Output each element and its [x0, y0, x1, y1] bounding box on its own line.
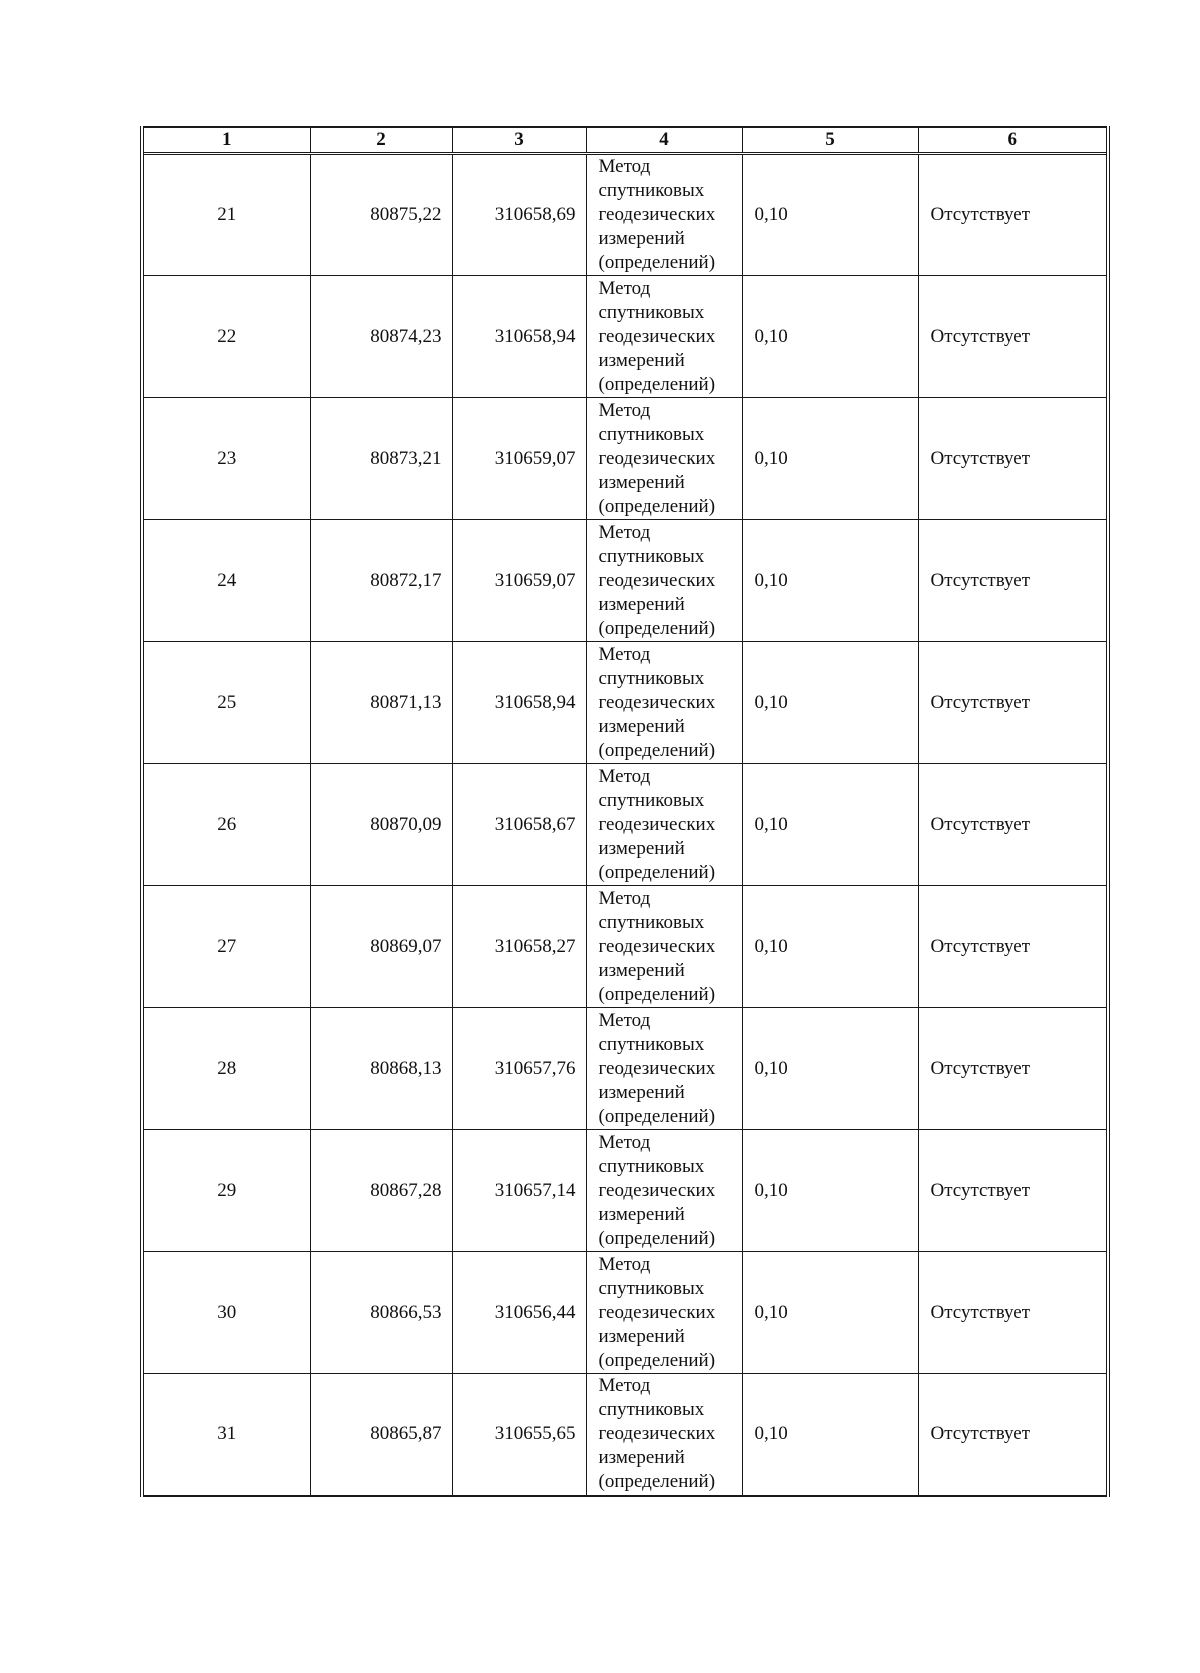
description-cell: Отсутствует — [918, 1374, 1108, 1496]
table-row — [142, 1252, 1108, 1374]
method-line: измерений — [598, 1081, 685, 1103]
method-line: спутниковых — [598, 1399, 705, 1421]
method-cell — [586, 886, 742, 1008]
method-line: измерений — [598, 959, 685, 981]
coordinate-y-cell: 310659,07 — [452, 520, 586, 642]
method-line: Метод — [598, 1253, 651, 1275]
coordinate-x-cell: 80867,28 — [310, 1130, 452, 1252]
method-line: (определений) — [598, 617, 716, 639]
description-cell: Отсутствует — [918, 1252, 1108, 1374]
coordinate-y-cell: 310658,67 — [452, 764, 586, 886]
accuracy-cell: 0,10 — [742, 1252, 918, 1374]
column-header-1: 1 — [142, 127, 310, 154]
table-body — [142, 154, 1108, 1496]
method-line: Метод — [598, 1131, 651, 1153]
table-row — [142, 398, 1108, 520]
accuracy-cell: 0,10 — [742, 886, 918, 1008]
table-row — [142, 1008, 1108, 1130]
column-header-4: 4 — [586, 127, 742, 154]
method-cell — [586, 1130, 742, 1252]
table-row — [142, 520, 1108, 642]
table-row — [142, 154, 1108, 276]
method-cell — [586, 764, 742, 886]
method-line: спутниковых — [598, 180, 705, 201]
method-line: (определений) — [598, 1349, 716, 1371]
method-line: Метод — [598, 399, 651, 421]
accuracy-cell: 0,10 — [742, 398, 918, 520]
point-number-cell: 27 — [142, 886, 310, 1008]
point-number-cell: 23 — [142, 398, 310, 520]
description-cell: Отсутствует — [918, 520, 1108, 642]
method-line: спутниковых — [598, 667, 705, 689]
method-line: спутниковых — [598, 1033, 705, 1055]
method-line: Метод — [598, 521, 651, 543]
table-row — [142, 1374, 1108, 1496]
method-cell — [586, 398, 742, 520]
table-row — [142, 1130, 1108, 1252]
coordinate-x-cell: 80865,87 — [310, 1374, 452, 1496]
column-header-5: 5 — [742, 127, 918, 154]
method-line: (определений) — [598, 1105, 716, 1127]
method-line: геодезических — [598, 691, 716, 713]
coordinate-y-cell: 310655,65 — [452, 1374, 586, 1496]
method-line: измерений — [598, 715, 685, 737]
coordinate-x-cell: 80866,53 — [310, 1252, 452, 1374]
coordinate-x-cell: 80869,07 — [310, 886, 452, 1008]
accuracy-cell: 0,10 — [742, 642, 918, 764]
method-cell — [586, 1374, 742, 1496]
method-cell — [586, 520, 742, 642]
coordinate-y-cell: 310658,94 — [452, 642, 586, 764]
coordinate-y-cell: 310658,69 — [452, 154, 586, 276]
column-header-2: 2 — [310, 127, 452, 154]
method-line: геодезических — [598, 1179, 716, 1201]
point-number-cell: 30 — [142, 1252, 310, 1374]
method-line: Метод — [598, 1009, 651, 1031]
coordinate-x-cell: 80873,21 — [310, 398, 452, 520]
point-number-cell: 24 — [142, 520, 310, 642]
coordinate-x-cell: 80870,09 — [310, 764, 452, 886]
coordinates-table — [140, 126, 1110, 1497]
method-line: (определений) — [598, 983, 716, 1005]
method-line: геодезических — [598, 447, 716, 469]
description-cell: Отсутствует — [918, 886, 1108, 1008]
method-line: спутниковых — [598, 1277, 705, 1299]
point-number-cell: 28 — [142, 1008, 310, 1130]
method-line: спутниковых — [598, 545, 705, 567]
method-cell — [586, 1252, 742, 1374]
method-line: Метод — [598, 643, 651, 665]
coordinate-y-cell: 310657,76 — [452, 1008, 586, 1130]
description-cell: Отсутствует — [918, 276, 1108, 398]
coordinate-x-cell: 80872,17 — [310, 520, 452, 642]
method-line: измерений — [598, 837, 685, 859]
accuracy-cell: 0,10 — [742, 1130, 918, 1252]
table-row — [142, 276, 1108, 398]
method-line: спутниковых — [598, 301, 705, 323]
column-header-3: 3 — [452, 127, 586, 154]
point-number-cell: 25 — [142, 642, 310, 764]
description-cell: Отсутствует — [918, 764, 1108, 886]
method-cell — [586, 642, 742, 764]
method-line: (определений) — [598, 861, 716, 883]
table-row — [142, 886, 1108, 1008]
column-header-6: 6 — [918, 127, 1108, 154]
accuracy-cell: 0,10 — [742, 520, 918, 642]
accuracy-cell: 0,10 — [742, 1008, 918, 1130]
method-line: (определений) — [598, 495, 716, 517]
method-line: Метод — [598, 765, 651, 787]
point-number-cell: 21 — [142, 154, 310, 276]
description-cell: Отсутствует — [918, 642, 1108, 764]
method-line: измерений — [598, 228, 685, 249]
point-number-cell: 22 — [142, 276, 310, 398]
point-number-cell: 29 — [142, 1130, 310, 1252]
method-line: спутниковых — [598, 911, 705, 933]
point-number-cell: 31 — [142, 1374, 310, 1496]
method-line: Метод — [598, 1375, 651, 1397]
method-cell — [586, 276, 742, 398]
method-line: (определений) — [598, 1471, 716, 1493]
method-line: (определений) — [598, 1227, 716, 1249]
method-line: спутниковых — [598, 423, 705, 445]
method-line: измерений — [598, 1325, 685, 1347]
method-line: геодезических — [598, 1423, 716, 1445]
coordinate-x-cell: 80871,13 — [310, 642, 452, 764]
accuracy-cell: 0,10 — [742, 276, 918, 398]
method-line: измерений — [598, 471, 685, 493]
accuracy-cell: 0,10 — [742, 1374, 918, 1496]
method-line: измерений — [598, 1447, 685, 1469]
method-line: геодезических — [598, 204, 716, 225]
description-cell: Отсутствует — [918, 1130, 1108, 1252]
method-line: геодезических — [598, 813, 716, 835]
method-line: геодезических — [598, 325, 716, 347]
accuracy-cell: 0,10 — [742, 154, 918, 276]
method-line: измерений — [598, 1203, 685, 1225]
coordinate-y-cell: 310659,07 — [452, 398, 586, 520]
method-line: Метод — [598, 887, 651, 909]
header-row — [142, 127, 1108, 154]
method-line: геодезических — [598, 1057, 716, 1079]
method-line: измерений — [598, 593, 685, 615]
method-line: геодезических — [598, 935, 716, 957]
description-cell: Отсутствует — [918, 1008, 1108, 1130]
table-header — [142, 127, 1108, 154]
method-line: спутниковых — [598, 1155, 705, 1177]
table-row — [142, 764, 1108, 886]
description-cell: Отсутствует — [918, 398, 1108, 520]
accuracy-cell: 0,10 — [742, 764, 918, 886]
coordinate-x-cell: 80868,13 — [310, 1008, 452, 1130]
method-line: (определений) — [598, 739, 716, 761]
coordinate-y-cell: 310657,14 — [452, 1130, 586, 1252]
method-line: геодезических — [598, 569, 716, 591]
coordinate-y-cell: 310658,27 — [452, 886, 586, 1008]
coordinate-y-cell: 310658,94 — [452, 276, 586, 398]
coordinate-x-cell: 80874,23 — [310, 276, 452, 398]
method-line: Метод — [598, 156, 651, 177]
method-cell — [586, 1008, 742, 1130]
method-line: Метод — [598, 277, 651, 299]
coordinate-x-cell: 80875,22 — [310, 154, 452, 276]
method-line: измерений — [598, 349, 685, 371]
table-row — [142, 642, 1108, 764]
method-line: (определений) — [598, 252, 716, 273]
method-line: (определений) — [598, 373, 716, 395]
method-cell — [586, 154, 742, 276]
description-cell: Отсутствует — [918, 154, 1108, 276]
coordinate-y-cell: 310656,44 — [452, 1252, 586, 1374]
point-number-cell: 26 — [142, 764, 310, 886]
method-line: геодезических — [598, 1301, 716, 1323]
method-line: спутниковых — [598, 789, 705, 811]
